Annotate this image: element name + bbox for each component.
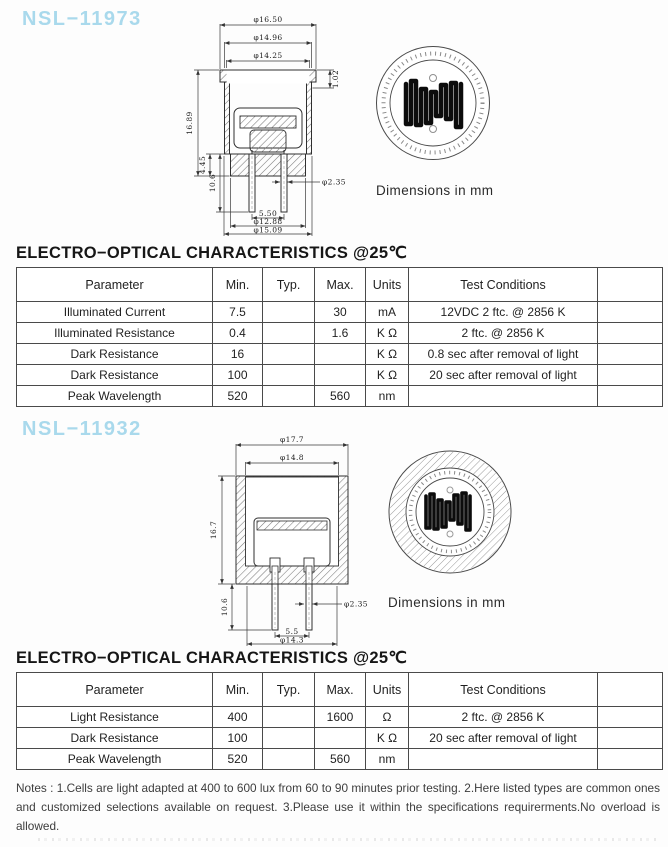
dim-label: φ16.50: [253, 15, 283, 24]
cell-typ: [263, 386, 315, 407]
scan-artifact-line: [38, 838, 656, 841]
cell-units: mA: [366, 302, 409, 323]
electro-optical-table-nsl-11932: [16, 672, 663, 770]
cell-max: 1600: [315, 707, 366, 728]
product-title-nsl-11973: NSL−11973: [22, 8, 142, 30]
cross-section-drawing-nsl-11932: [192, 432, 392, 647]
cell-max: [315, 365, 366, 386]
table-row: [17, 302, 663, 323]
cell-test-conditions: 20 sec after removal of light: [409, 365, 598, 386]
col-header-units: Units: [366, 268, 409, 302]
cell-min: 7.5: [213, 302, 263, 323]
electrode-hole-bottom: [447, 531, 453, 537]
cell-max: 560: [315, 749, 366, 770]
electrode-hole-top: [430, 75, 437, 82]
cell-typ: [263, 302, 315, 323]
cell-parameter: Light Resistance: [17, 707, 213, 728]
cell-min: 520: [213, 749, 263, 770]
cell-blank: [598, 365, 663, 386]
table-header-row: [17, 673, 663, 707]
dim-label: φ17.7: [280, 435, 304, 444]
cell-min: 16: [213, 344, 263, 365]
cell-parameter: Dark Resistance: [17, 344, 213, 365]
cell-max: 560: [315, 386, 366, 407]
cell-test-conditions: 2 ftc. @ 2856 K: [409, 707, 598, 728]
cell-typ: [263, 728, 315, 749]
cell-units: Ω: [366, 707, 409, 728]
col-header-test-conditions: Test Conditions: [409, 268, 598, 302]
table-row: [17, 386, 663, 407]
cell-parameter: Dark Resistance: [17, 728, 213, 749]
cell-min: 520: [213, 386, 263, 407]
table-row: [17, 728, 663, 749]
dim-label: φ14.25: [253, 51, 283, 60]
col-header-max: Max.: [315, 268, 366, 302]
table-row: [17, 749, 663, 770]
dim-label: 5.50: [258, 209, 278, 218]
cell-assembly: [254, 518, 330, 572]
cell-test-conditions: 0.8 sec after removal of light: [409, 344, 598, 365]
cross-section-drawing-nsl-11973: [168, 12, 368, 240]
cell-parameter: Peak Wavelength: [17, 386, 213, 407]
col-header-max: Max.: [315, 673, 366, 707]
electrode-hole-bottom: [430, 126, 437, 133]
cell-max: [315, 728, 366, 749]
cell-parameter: Dark Resistance: [17, 365, 213, 386]
table-row: [17, 323, 663, 344]
col-header-parameter: Parameter: [17, 673, 213, 707]
col-header-units: Units: [366, 673, 409, 707]
electro-optical-table-nsl-11973: [16, 267, 663, 407]
cell-blank: [598, 323, 663, 344]
cell-test-conditions: 20 sec after removal of light: [409, 728, 598, 749]
dim-label: φ2.35: [344, 599, 368, 609]
dim-label: 5.5: [285, 627, 299, 636]
cell-units: K Ω: [366, 728, 409, 749]
table-header-row: [17, 268, 663, 302]
electrode-hole-top: [447, 487, 453, 493]
cell-parameter: Illuminated Current: [17, 302, 213, 323]
cell-typ: [263, 365, 315, 386]
cell-test-conditions: 12VDC 2 ftc. @ 2856 K: [409, 302, 598, 323]
cell-test-conditions: [409, 749, 598, 770]
dim-label: φ14.8: [280, 453, 304, 462]
cell-blank: [598, 707, 663, 728]
cell-max: 30: [315, 302, 366, 323]
cell-min: 0.4: [213, 323, 263, 344]
col-header-min: Min.: [213, 673, 263, 707]
cell-typ: [263, 323, 315, 344]
cell-units: K Ω: [366, 365, 409, 386]
cell-units: K Ω: [366, 323, 409, 344]
cell-units: K Ω: [366, 344, 409, 365]
cell-test-conditions: [409, 386, 598, 407]
product-title-nsl-11932: NSL−11932: [22, 418, 142, 440]
cell-blank: [598, 728, 663, 749]
window-opening: [227, 69, 310, 84]
cell-parameter: Peak Wavelength: [17, 749, 213, 770]
dim-label: 16.7: [209, 520, 218, 540]
col-header-typ: Typ.: [263, 673, 315, 707]
cell-test-conditions: 2 ftc. @ 2856 K: [409, 323, 598, 344]
dim-label: φ14.3: [280, 635, 304, 645]
dim-label: φ12.88: [253, 217, 283, 226]
dim-label: φ2.35: [322, 177, 346, 187]
cell-parameter: Illuminated Resistance: [17, 323, 213, 344]
dim-label: 4.45: [198, 155, 207, 175]
cell-typ: [263, 707, 315, 728]
cell-min: 100: [213, 728, 263, 749]
col-header-min: Min.: [213, 268, 263, 302]
cell-blank: [598, 386, 663, 407]
table-row: [17, 344, 663, 365]
col-header-blank: [598, 673, 663, 707]
cell-units: nm: [366, 386, 409, 407]
dim-label: φ15.09: [253, 225, 283, 235]
cell-units: nm: [366, 749, 409, 770]
cell-blank: [598, 749, 663, 770]
dim-label: 1.02: [331, 69, 340, 89]
cell-blank: [598, 344, 663, 365]
table-row: [17, 707, 663, 728]
cell-typ: [263, 344, 315, 365]
table-row: [17, 365, 663, 386]
dimensions-caption: Dimensions in mm: [388, 595, 506, 610]
top-view-drawing-nsl-11932: [386, 448, 514, 576]
dim-label: φ14.96: [253, 33, 283, 42]
dimensions-caption: Dimensions in mm: [376, 183, 494, 198]
cell-max: 1.6: [315, 323, 366, 344]
cell-min: 400: [213, 707, 263, 728]
dim-label: 16.89: [185, 111, 194, 135]
section-title-electro-optical: ELECTRO−OPTICAL CHARACTERISTICS @25℃: [16, 244, 408, 262]
cell-blank: [598, 302, 663, 323]
cell-min: 100: [213, 365, 263, 386]
footnotes: Notes : 1.Cells are light adapted at 400 to 600 lux from 60 to 90 minutes prior testing. 2.Here listed types are common ones and customized selections available on request. 3.Please use it within the specifications requirerments.No overload is allowed.: [16, 781, 660, 833]
cell-typ: [263, 749, 315, 770]
section-title-electro-optical: ELECTRO−OPTICAL CHARACTERISTICS @25℃: [16, 649, 408, 667]
col-header-blank: [598, 268, 663, 302]
dim-label: 10.6: [220, 597, 229, 617]
col-header-test-conditions: Test Conditions: [409, 673, 598, 707]
dim-label: 10.6: [208, 173, 217, 193]
top-view-drawing-nsl-11973: [372, 42, 494, 164]
cell-max: [315, 344, 366, 365]
col-header-typ: Typ.: [263, 268, 315, 302]
col-header-parameter: Parameter: [17, 268, 213, 302]
